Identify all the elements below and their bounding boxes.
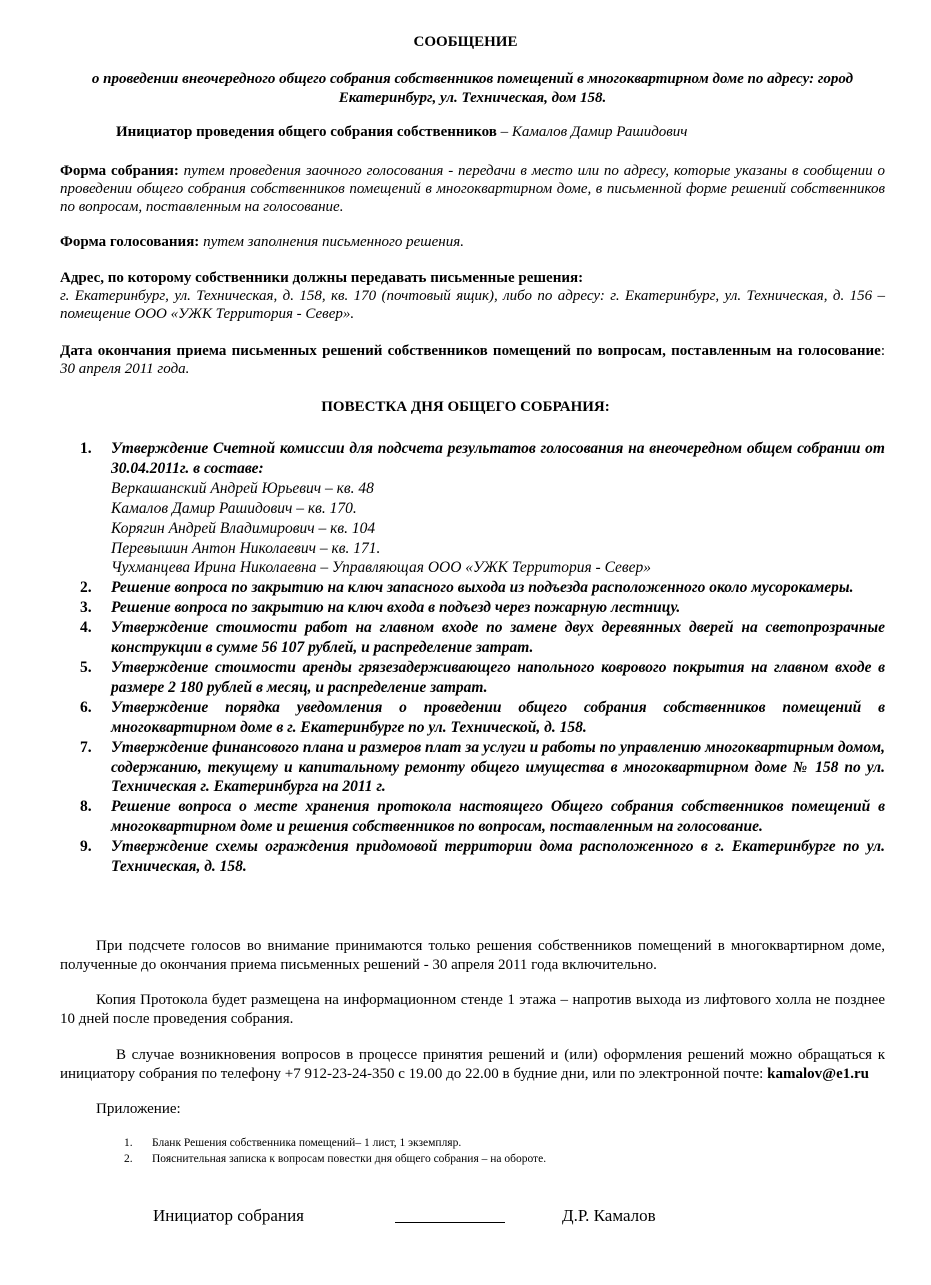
- meeting-form-label: Форма собрания:: [60, 163, 179, 179]
- agenda-item-number: 8.: [80, 798, 92, 816]
- agenda-item: [80, 837, 885, 877]
- attachment-text: Пояснительная записка к вопросам повестки дня общего собрания – на обороте.: [152, 1153, 547, 1165]
- commission-member: Камалов Дамир Рашидович – кв. 170.: [111, 499, 357, 517]
- agenda-item: [80, 618, 885, 658]
- agenda-item-number: 3.: [80, 599, 92, 617]
- voting-form-section: [60, 233, 885, 251]
- attachment-label: Приложение:: [96, 1101, 181, 1117]
- questions-paragraph: [60, 1046, 885, 1084]
- deadline-section: [60, 342, 885, 378]
- attachment-item: [124, 1135, 461, 1151]
- agenda-item: [80, 797, 885, 837]
- agenda-item-number: 9.: [80, 838, 92, 856]
- agenda-title: ПОВЕСТКА ДНЯ ОБЩЕГО СОБРАНИЯ:: [321, 399, 610, 415]
- agenda-item: [80, 578, 885, 598]
- commission-member: Чухманцева Ирина Николаевна – Управляющая ООО «УЖК Территория - Север»: [111, 559, 652, 577]
- agenda-item-number: 1.: [80, 440, 92, 457]
- agenda-item-text: Утверждение порядка уведомления о проведении общего собрания собственников помещений в многоквартирном доме в г. Екатеринбурге по ул. Технической, д. 158.: [111, 698, 885, 736]
- document-title: СООБЩЕНИЕ: [413, 34, 518, 50]
- attachment-item: [124, 1151, 546, 1167]
- agenda-item-text: Решение вопроса по закрытию на ключ входа в подъезд через пожарную лестницу.: [111, 599, 681, 617]
- initiator-name: Камалов Дамир Рашидович: [511, 124, 688, 140]
- attachment-number: 1.: [124, 1137, 133, 1149]
- agenda-item-number: 2.: [80, 579, 92, 597]
- agenda-item-text: Утверждение стоимости работ на главном входе по замене двух деревянных дверей на светопрозрачные конструкции в сумме 56 107 рублей, и распределение затрат.: [111, 619, 885, 657]
- agenda-item-number: 7.: [80, 738, 92, 756]
- contact-email[interactable]: kamalov@e1.ru: [767, 1066, 869, 1082]
- protocol-paragraph: Копия Протокола будет размещена на информационном стенде 1 этажа – напротив выхода из лифтового холла не позднее 10 дней после проведения собрания.: [60, 992, 885, 1027]
- initiator-dash: –: [496, 124, 512, 140]
- votes-paragraph: При подсчете голосов во внимание принимаются только решения собственников помещений в многоквартирном доме, полученные до окончания приема письменных решений - 30 апреля 2011 года включительно.: [60, 938, 885, 973]
- signature-line: [395, 1222, 505, 1223]
- address-section: [60, 269, 885, 323]
- attachment-number: 2.: [124, 1153, 133, 1165]
- meeting-form-value: путем проведения заочного голосования - передачи в место или по адресу, которые указаны в сообщении о проведении общего собрания собственников помещений в многоквартирном доме, в письменной форме решений собственников по вопросам, поставленным на голосование.: [60, 163, 885, 215]
- deadline-value: 30 апреля 2011 года.: [60, 361, 190, 377]
- initiator-label: Инициатор проведения общего собрания собственников: [116, 124, 497, 140]
- agenda-item-number: 6.: [80, 698, 92, 716]
- agenda-item: [80, 698, 885, 738]
- attachment-text: Бланк Решения собственника помещений– 1 лист, 1 экземпляр.: [152, 1137, 462, 1149]
- agenda-item: [80, 738, 885, 798]
- voting-form-label: Форма голосования:: [60, 234, 200, 250]
- deadline-label: Дата окончания приема письменных решений собственников помещений по вопросам, поставленным на голосование: [60, 343, 881, 359]
- agenda-item-text: Решение вопроса по закрытию на ключ запасного выхода из подъезда расположенного около мусорокамеры.: [111, 579, 854, 597]
- agenda-item: [80, 598, 885, 618]
- commission-member: Веркашанский Андрей Юрьевич – кв. 48: [111, 479, 374, 497]
- voting-form-value: путем заполнения письменного решения.: [199, 234, 464, 250]
- agenda-item-text: Утверждение стоимости аренды грязезадерживающего напольного коврового покрытия на главном входе в размере 2 180 рублей в месяц, и распределение затрат.: [111, 658, 885, 696]
- meeting-form-section: [60, 162, 885, 216]
- agenda-item-text: Утверждение Счетной комиссии для подсчета результатов голосования на внеочередном общем собрании от 30.04.2011г. в составе:: [111, 440, 885, 477]
- agenda-item: [80, 439, 885, 479]
- agenda-item-text: Утверждение финансового плана и размеров плат за услуги и работы по управлению многоквартирным домом, содержанию, текущему и капитальному ремонту общего имущества в многоквартирном доме № 158 по ул. Техническая г. Екатеринбурга на 2011 г.: [111, 738, 885, 796]
- agenda-item-text: Решение вопроса о месте хранения протокола настоящего Общего собрания собственников помещений в многоквартирном доме и решения собственников по вопросам, поставленным на голосование.: [111, 798, 885, 836]
- commission-member: Корягин Андрей Владимирович – кв. 104: [111, 519, 376, 537]
- agenda-item-text: Утверждение схемы ограждения придомовой территории дома расположенного в г. Екатеринбурге по ул. Техническая, д. 158.: [111, 838, 885, 876]
- agenda-list: [80, 439, 885, 877]
- initiator-line: [116, 124, 687, 141]
- address-value: г. Екатеринбург, ул. Техническая, д. 158, кв. 170 (почтовый ящик), либо по адресу: г. Екатеринбург, ул. Техническая, д. 156 – помещение ООО «УЖК Территория - Север».: [60, 288, 885, 322]
- commission-member: Перевышин Антон Николаевич – кв. 171.: [111, 539, 381, 557]
- agenda-item-number: 4.: [80, 619, 92, 637]
- agenda-item-number: 5.: [80, 658, 92, 676]
- agenda-item: [80, 658, 885, 698]
- questions-text: В случае возникновения вопросов в процессе принятия решений и (или) оформления решений можно обращаться к инициатору собрания по телефону +7 912-23-24-350 с 19.00 до 22.00 в будние дни, или по электронной почте:: [60, 1047, 885, 1082]
- signature-label: Инициатор собрания: [153, 1206, 304, 1225]
- document-subtitle: о проведении внеочередного общего собрания собственников помещений в многоквартирном доме по адресу: город Екатеринбург, ул. Техническая, дом 158.: [91, 71, 854, 106]
- address-label: Адрес, по которому собственники должны передавать письменные решения:: [60, 270, 584, 286]
- deadline-colon: :: [880, 343, 885, 359]
- signature-name: Д.Р. Камалов: [562, 1206, 656, 1225]
